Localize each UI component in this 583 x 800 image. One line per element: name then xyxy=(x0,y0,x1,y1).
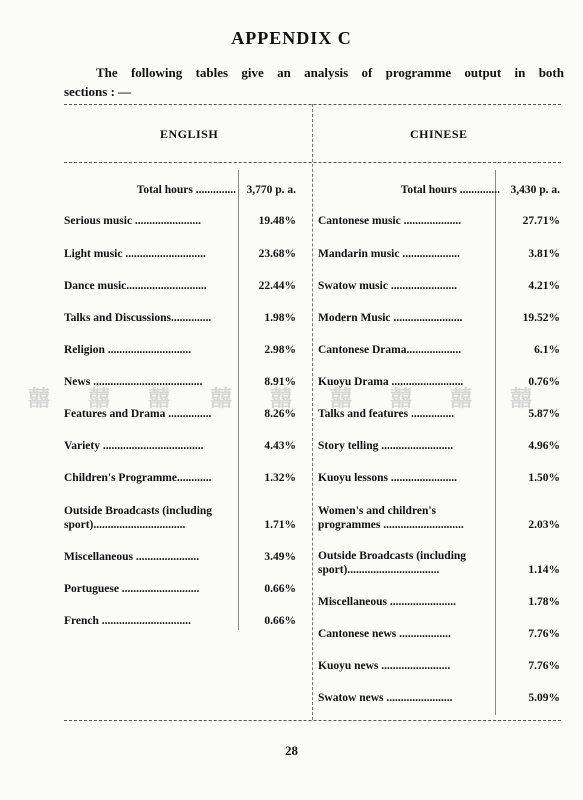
table-row xyxy=(64,279,296,293)
english-row-label: Variety ................................... xyxy=(64,440,204,452)
chinese-row-value: 5.87% xyxy=(528,408,560,420)
english-row-label: Features and Drama ............... xyxy=(64,408,212,420)
table-row xyxy=(64,375,296,389)
intro-line-1: The following tables give an analysis of programme output in both xyxy=(96,65,564,80)
table-row xyxy=(318,627,560,641)
chinese-row-value: 1.78% xyxy=(528,596,560,608)
chinese-row-label: Talks and features ............... xyxy=(318,408,455,420)
english-row-label: Outside Broadcasts (including sport)................................ xyxy=(64,505,213,531)
table-row xyxy=(318,504,560,532)
english-total-value: 3,770 p. a. xyxy=(246,184,296,196)
english-row-value: 4.43% xyxy=(264,440,296,452)
intro-line-2: sections : — xyxy=(64,84,132,99)
table-row xyxy=(318,375,560,389)
chinese-row-label: Swatow music ....................... xyxy=(318,280,457,292)
chinese-row-value: 1.50% xyxy=(528,472,560,484)
chinese-row-value: 2.03% xyxy=(528,519,560,531)
chinese-row-label: Cantonese news .................. xyxy=(318,628,451,640)
chinese-row-label: Swatow news ....................... xyxy=(318,692,453,704)
english-row-value: 1.32% xyxy=(264,472,296,484)
english-row-label: Serious music ....................... xyxy=(64,215,202,227)
chinese-row-value: 7.76% xyxy=(528,660,560,672)
english-row-label: Religion ............................. xyxy=(64,344,192,356)
table-row xyxy=(318,311,560,325)
chinese-row-value: 0.76% xyxy=(528,376,560,388)
center-divider xyxy=(312,104,313,720)
appendix-heading: APPENDIX C xyxy=(231,28,352,48)
english-row-label: Light music ............................ xyxy=(64,248,206,260)
chinese-row-label: Cantonese music .................... xyxy=(318,215,462,227)
english-row-value: 23.68% xyxy=(258,248,296,260)
chinese-row-label: Miscellaneous ....................... xyxy=(318,596,456,608)
chinese-row-value: 4.96% xyxy=(528,440,560,452)
table-row xyxy=(318,549,560,577)
table-row xyxy=(318,595,560,609)
table-row xyxy=(64,439,296,453)
chinese-row-label: Kuoyu lessons ....................... xyxy=(318,472,457,484)
chinese-total-row xyxy=(318,183,560,197)
chinese-row-value: 3.81% xyxy=(528,248,560,260)
chinese-row-value: 4.21% xyxy=(528,280,560,292)
english-row-label: Children's Programme............ xyxy=(64,472,212,484)
chinese-total-label: Total hours .............. xyxy=(400,184,500,196)
chinese-row-value: 7.76% xyxy=(528,628,560,640)
intro-paragraph xyxy=(64,63,564,101)
bottom-rule xyxy=(64,720,561,721)
chinese-row-value: 27.71% xyxy=(522,215,560,227)
english-row-value: 19.48% xyxy=(258,215,296,227)
table-row xyxy=(64,343,296,357)
english-column-title: ENGLISH xyxy=(160,127,219,141)
chinese-row-label: Cantonese Drama................... xyxy=(318,344,462,356)
chinese-column-title: CHINESE xyxy=(410,127,468,141)
chinese-row-label: Mandarin music .................... xyxy=(318,248,460,260)
table-row xyxy=(64,504,296,532)
table-row xyxy=(64,407,296,421)
chinese-total-value: 3,430 p. a. xyxy=(510,184,560,196)
chinese-row-value: 5.09% xyxy=(528,692,560,704)
table-row xyxy=(318,691,560,705)
english-row-value: 8.91% xyxy=(264,376,296,388)
english-total-label: Total hours .............. xyxy=(136,184,236,196)
english-row-label: Miscellaneous ...................... xyxy=(64,551,200,563)
chinese-row-label: Kuoyu Drama ......................... xyxy=(318,376,464,388)
table-row xyxy=(64,311,296,325)
english-row-label: French ............................... xyxy=(64,615,191,627)
table-row xyxy=(318,471,560,485)
english-row-label: Dance music............................ xyxy=(64,280,207,292)
table-row xyxy=(64,550,296,564)
table-row xyxy=(318,659,560,673)
table-row xyxy=(318,247,560,261)
chinese-row-value: 1.14% xyxy=(528,564,560,576)
english-row-label: Portuguese ........................... xyxy=(64,583,200,595)
table-row xyxy=(318,439,560,453)
table-row xyxy=(318,343,560,357)
english-row-value: 8.26% xyxy=(264,408,296,420)
table-row xyxy=(318,407,560,421)
english-row-label: Talks and Discussions.............. xyxy=(64,312,212,324)
table-row xyxy=(64,614,296,628)
table-row xyxy=(64,214,296,228)
english-row-value: 22.44% xyxy=(258,280,296,292)
chinese-row-label: Women's and children's programmes ............................ xyxy=(318,505,464,531)
chinese-row-label: Modern Music ........................ xyxy=(318,312,463,324)
english-row-value: 2.98% xyxy=(264,344,296,356)
english-row-value: 3.49% xyxy=(264,551,296,563)
chinese-row-label: Kuoyu news ........................ xyxy=(318,660,451,672)
chinese-row-label: Outside Broadcasts (including sport)................................ xyxy=(318,550,467,576)
page-number: 28 xyxy=(285,743,298,758)
chinese-row-label: Story telling ......................... xyxy=(318,440,454,452)
table-row xyxy=(318,214,560,228)
english-total-row xyxy=(64,183,296,197)
watermark-stamp: 囍 囍 囍 囍 囍 囍 囍 囍 囍 xyxy=(28,386,533,411)
chinese-row-value: 19.52% xyxy=(522,312,560,324)
table-row xyxy=(64,471,296,485)
english-row-value: 1.98% xyxy=(264,312,296,324)
english-row-value: 0.66% xyxy=(264,615,296,627)
english-row-value: 1.71% xyxy=(264,519,296,531)
english-row-value: 0.66% xyxy=(264,583,296,595)
chinese-row-value: 6.1% xyxy=(534,344,560,356)
table-row xyxy=(64,582,296,596)
table-row xyxy=(64,247,296,261)
table-row xyxy=(318,279,560,293)
english-row-label: News ...................................... xyxy=(64,376,203,388)
